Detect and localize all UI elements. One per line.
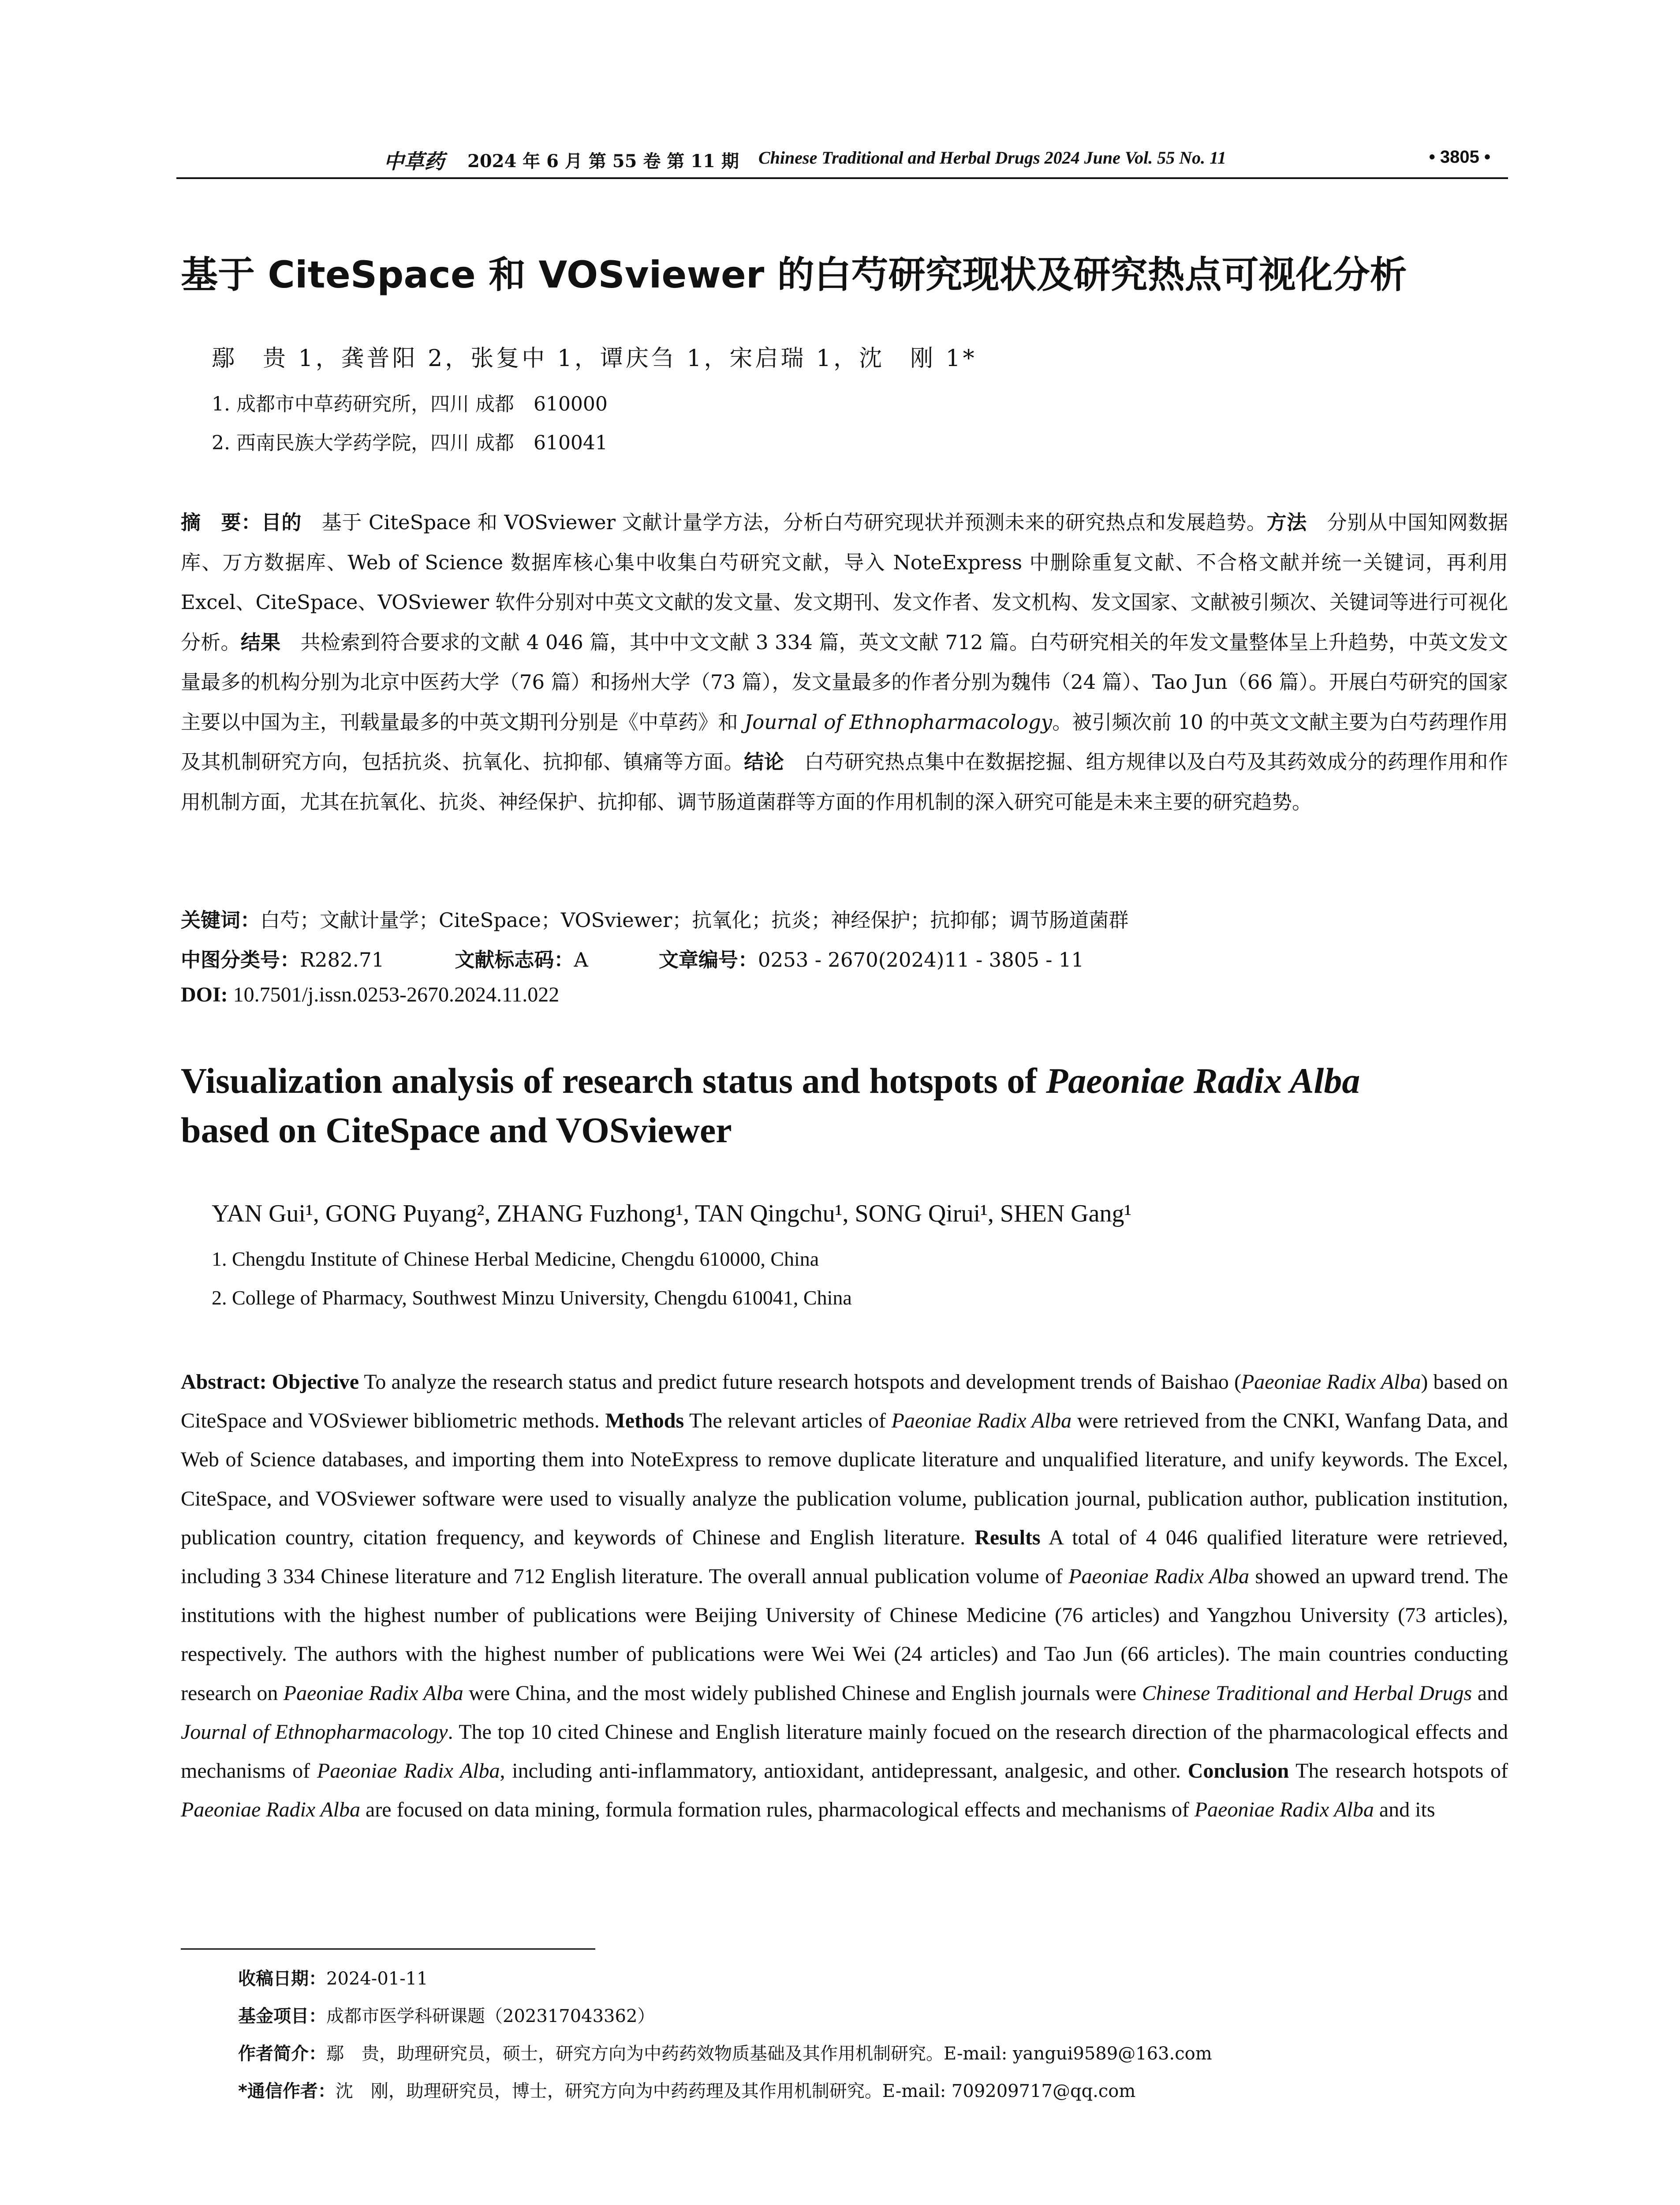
- objective-text-en-a: To analyze the research status and predict future research hotspots and development trends of Baishao (: [359, 1370, 1241, 1394]
- issue-info-cn: 2024 年 6 月 第 55 卷 第 11 期: [467, 151, 739, 172]
- journal-logo: 中草药: [384, 149, 444, 173]
- results-label-cn: 结果: [240, 630, 281, 654]
- herb-name: Paeoniae Radix Alba: [317, 1759, 500, 1783]
- article-title-en: [181, 1056, 1508, 1155]
- conclusion-text-cn: 白芍研究热点集中在数据挖掘、组方规律以及白芍及其药效成分的药理作用和作用机制方面，尤其在抗氧化、抗炎、神经保护、抗抑郁、调节肠道菌群等方面的作用机制的深入研究可能是未来主要的研究趋势。: [181, 750, 1508, 814]
- keywords-cn: [181, 904, 1128, 933]
- received-value: 2024-01-11: [326, 1969, 428, 1989]
- article-no-label: 文章编号：: [658, 948, 758, 972]
- doi-label: DOI:: [181, 983, 228, 1006]
- footnote-received: [238, 1960, 1212, 1998]
- conclusion-text-en-c: and its: [1374, 1798, 1435, 1822]
- herb-name: Paeoniae Radix Alba: [181, 1798, 361, 1822]
- footnotes: [238, 1960, 1212, 2110]
- herb-name: Paeoniae Radix Alba: [891, 1409, 1072, 1433]
- herb-name: Paeoniae Radix Alba: [1241, 1370, 1421, 1394]
- article-title-cn: 基于 CiteSpace 和 VOSviewer 的白芍研究现状及研究热点可视化分析: [181, 253, 1407, 296]
- results-text-cn-1: 共检索到符合要求的文献 4 046 篇，其中中文文献 3 334 篇，英文文献 712 篇。白芍研究相关的年发文量整体呈上升趋势，中英文发文量最多的机构分别为北京中医药大学（76 篇）和扬州大学（73 篇），发文量最多的作者分别为魏伟（24 篇）、Tao Jun（66 篇）。开展白芍研究的国家主要以中国为主，刊载量最多的中英文期刊分别是《中草药》和: [181, 630, 1508, 734]
- methods-label-en: Methods: [605, 1409, 684, 1433]
- journal-name-cn-en: Chinese Traditional and Herbal Drugs: [1142, 1681, 1472, 1705]
- results-text-en-b: showed an upward trend. The institutions with the highest number of publications were Beijing University of Chinese Medicine (76 articles) and Yangzhou University (73 articles), respectively. The authors with the highest number of publications were Wei Wei (24 articles) and Tao Jun (66 articles). The main countries conducting research on: [181, 1565, 1508, 1705]
- corresponding-label: *通信作者：: [238, 2081, 336, 2101]
- authors-en: YAN Gui¹, GONG Puyang², ZHANG Fuzhong¹, TAN Qingchu¹, SONG Qirui¹, SHEN Gang¹: [212, 1200, 1132, 1227]
- keywords-value: 白芍；文献计量学；CiteSpace；VOSviewer；抗氧化；抗炎；神经保护；抗抑郁；调节肠道菌群: [260, 908, 1129, 932]
- affiliation-en-1: 1. Chengdu Institute of Chinese Herbal Medicine, Chengdu 610000, China: [212, 1248, 819, 1270]
- fund-label: 基金项目：: [238, 2006, 326, 2026]
- conclusion-label-cn: 结论: [744, 750, 784, 774]
- results-label-en: Results: [974, 1525, 1041, 1549]
- results-text-en-d: . The top 10 cited Chinese and English literature mainly focued on the research direction of the pharmacological effects and mechanisms of: [181, 1720, 1508, 1783]
- objective-text-cn: 基于 CiteSpace 和 VOSviewer 文献计量学方法，分析白芍研究现状并预测未来的研究热点和发展趋势。: [302, 511, 1267, 534]
- herb-name: Paeoniae Radix Alba: [1194, 1798, 1374, 1822]
- title-en-herb: Paeoniae Radix Alba: [1046, 1061, 1360, 1101]
- classification-line: [181, 944, 1084, 972]
- clc-label: 中图分类号：: [181, 948, 300, 972]
- author-bio-value: 鄢 贵，助理研究员，硕士，研究方向为中药药效物质基础及其作用机制研究。E-mail: yangui9589@163.com: [326, 2044, 1212, 2064]
- doi-line: [181, 983, 559, 1007]
- footnote-rule: [181, 1948, 595, 1950]
- footnote-fund: [238, 1998, 1212, 2035]
- affiliation-cn-1: 1. 成都市中草药研究所，四川 成都 610000: [212, 393, 608, 415]
- abstract-en-label: Abstract: Objective: [181, 1370, 359, 1394]
- keywords-label: 关键词：: [181, 908, 261, 932]
- methods-label-cn: 方法: [1266, 511, 1307, 534]
- objective-text-en-b: ) based on CiteSpace and VOSviewer bibliometric methods.: [181, 1370, 1508, 1433]
- footnote-corresponding: [238, 2073, 1212, 2110]
- header-rule: [176, 177, 1508, 179]
- title-en-part1: Visualization analysis of research status and hotspots of: [181, 1061, 1046, 1101]
- clc-value: R282.71: [300, 948, 385, 972]
- page-number: • 3805 •: [1429, 147, 1490, 167]
- herb-name: Paeoniae Radix Alba: [283, 1681, 463, 1705]
- author-bio-label: 作者简介：: [238, 2044, 326, 2064]
- results-text-en-a: A total of 4 046 qualified literature were retrieved, including 3 334 Chinese literature and 712 English literature. The overall annual publication volume of: [181, 1525, 1508, 1588]
- doc-code-label: 文献标志码：: [455, 948, 574, 972]
- conclusion-text-en-b: are focused on data mining, formula formation rules, pharmacological effects and mechanisms of: [360, 1798, 1195, 1822]
- running-header: [176, 142, 1508, 177]
- results-text-cn-2: 。被引频次前 10 的中英文文献主要为白芍药理作用及其机制研究方向，包括抗炎、抗氧化、抗抑郁、镇痛等方面。: [181, 710, 1508, 774]
- received-label: 收稿日期：: [238, 1969, 326, 1989]
- article-no-value: 0253 - 2670(2024)11 - 3805 - 11: [758, 948, 1084, 972]
- affiliation-cn-2: 2. 西南民族大学药学院，四川 成都 610041: [212, 432, 608, 454]
- results-text-en-c: were China, and the most widely published Chinese and English journals were: [463, 1681, 1142, 1705]
- authors-cn: 鄢 贵 1，龚普阳 2，张复中 1，谭庆刍 1，宋启瑞 1，沈 刚 1*: [212, 345, 977, 372]
- doc-code-value: A: [574, 948, 588, 972]
- abstract-cn: [181, 503, 1508, 822]
- journal-name-en: Journal of Ethnopharmacology: [181, 1720, 448, 1744]
- corresponding-value: 沈 刚，助理研究员，博士，研究方向为中药药理及其作用机制研究。E-mail: 709209717@qq.com: [335, 2081, 1136, 2101]
- title-en-part2: based on CiteSpace and VOSviewer: [181, 1110, 732, 1150]
- results-journal-cn: Journal of Ethnopharmacology: [744, 710, 1053, 734]
- fund-value: 成都市医学科研课题（202317043362）: [326, 2006, 655, 2026]
- methods-text-en-b: were retrieved from the CNKI, Wanfang Data, and Web of Science databases, and importing them into NoteExpress to remove duplicate literature and unqualified literature, and unify keywords. The Excel, CiteSpace, and VOSviewer software were used to visually analyze the publication volume, publication journal, publication author, publication institution, publication country, citation frequency, and keywords of Chinese and English literature.: [181, 1409, 1508, 1549]
- methods-text-cn: 分别从中国知网数据库、万方数据库、Web of Science 数据库核心集中收集白芍研究文献，导入 NoteExpress 中删除重复文献、不合格文献并统一关键词，再利用 Excel、CiteSpace、VOSviewer 软件分别对中英文文献的发文量、发文期刊、发文作者、发文机构、发文国家、文献被引频次、关键词等进行可视化分析。: [181, 511, 1508, 654]
- abstract-cn-label: 摘 要：: [181, 511, 261, 534]
- abstract-en: [181, 1363, 1508, 1829]
- results-text-en-e: , including anti-inflammatory, antioxidant, antidepressant, analgesic, and other.: [500, 1759, 1188, 1783]
- issue-info-en: Chinese Traditional and Herbal Drugs 2024 June Vol. 55 No. 11: [758, 148, 1226, 168]
- objective-label-cn: 目的: [261, 511, 302, 534]
- conclusion-label-en: Conclusion: [1187, 1759, 1289, 1783]
- methods-text-en-a: The relevant articles of: [684, 1409, 892, 1433]
- and-word: and: [1472, 1681, 1508, 1705]
- doi-value: 10.7501/j.issn.0253-2670.2024.11.022: [228, 983, 560, 1006]
- footnote-author: [238, 2035, 1212, 2073]
- affiliation-en-2: 2. College of Pharmacy, Southwest Minzu University, Chengdu 610041, China: [212, 1286, 852, 1309]
- conclusion-text-en-a: The research hotspots of: [1289, 1759, 1508, 1783]
- herb-name: Paeoniae Radix Alba: [1068, 1565, 1250, 1588]
